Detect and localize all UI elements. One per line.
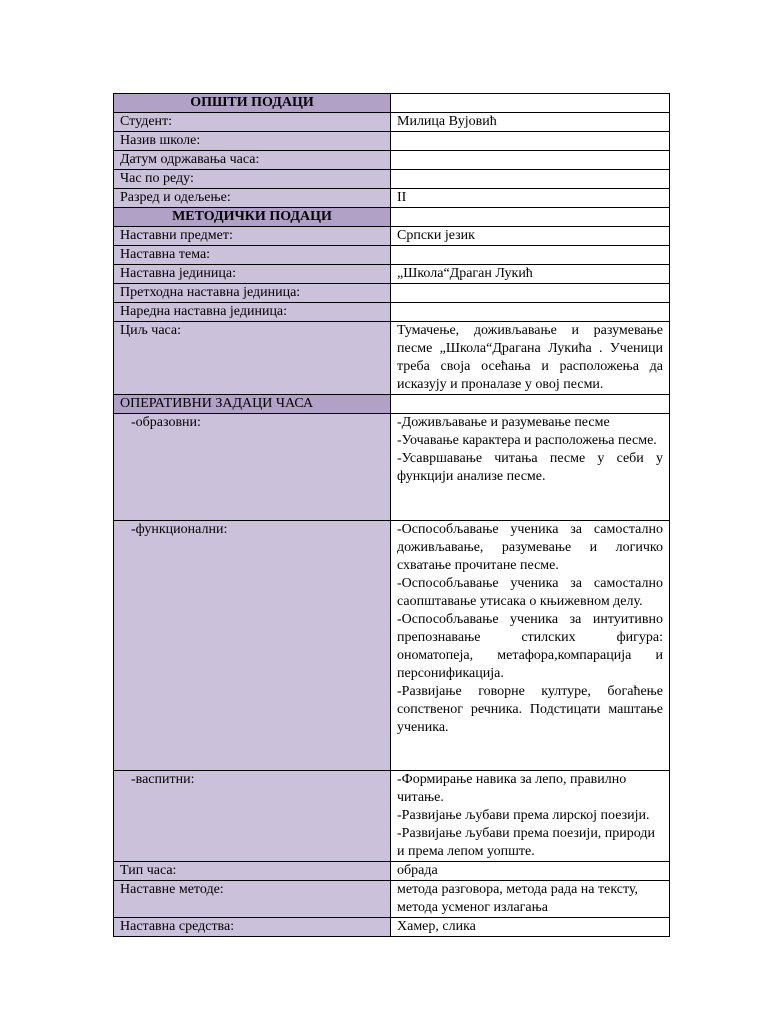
lesson-type-label: Тип часа: [114,862,391,881]
teaching-methods-label: Наставне методе: [114,881,391,918]
functional-items [391,521,670,771]
general-header: ОПШТИ ПОДАЦИ [114,94,391,113]
operative-header-blank [391,395,670,414]
table-row [114,227,670,246]
teaching-aids-label: Наставна средства: [114,918,391,937]
next-unit-label: Наредна наставна јединица: [114,303,391,322]
goal-label: Циљ часа: [114,322,391,395]
list-item: -Формирање навика за лепо, правилно читање. [397,772,627,805]
list-item: -Доживљавање и разумевање песме [397,415,610,430]
grade-class-value: II [391,189,670,208]
list-item: -Уочавање карактера и расположења песме. [397,433,657,448]
list-item: -Развијање љубави према поезији, природи и према лепом уопште. [397,826,656,859]
operative-header-row [114,395,670,414]
educational-items [391,414,670,521]
table-row [114,284,670,303]
lesson-number-value [391,170,670,189]
school-name-value [391,132,670,151]
topic-value [391,246,670,265]
goal-value: Тумачење, доживљавање и разумевање песме „Школа“Драгана Лукића . Ученици треба своја осећања и расположења да исказују и проналазе у овој песми. [391,322,670,395]
student-value: Милица Вујовић [391,113,670,132]
lesson-number-label: Час по реду: [114,170,391,189]
list-item: -Развијање говорне културе, богаћење сопственог речника. Подстицати маштање ученика. [397,684,663,735]
previous-unit-label: Претходна наставна јединица: [114,284,391,303]
lesson-date-label: Датум одржавања часа: [114,151,391,170]
upbringing-items [391,771,670,862]
topic-label: Наставна тема: [114,246,391,265]
list-item: -Оспособљавање ученика за интуитивно препознавање стилских фигура: ономатопеја, метафора,компарација и персонификација. [397,612,663,681]
teaching-unit-value: „Школа“Драган Лукић [391,265,670,284]
list-item: -Развијање љубави према лирској поезији. [397,808,650,823]
student-label: Студент: [114,113,391,132]
educational-row [114,414,670,521]
table-row [114,303,670,322]
upbringing-row [114,771,670,862]
functional-row [114,521,670,771]
goal-row [114,322,670,395]
school-name-label: Назив школе: [114,132,391,151]
table-row [114,881,670,918]
table-row [114,862,670,881]
list-item: -Усавршавање читања песме у себи у функцији анализе песме. [397,451,663,484]
subject-value: Српски језик [391,227,670,246]
methodical-header: МЕТОДИЧКИ ПОДАЦИ [114,208,391,227]
upbringing-label: -васпитни: [131,772,195,787]
grade-class-label: Разред и одељење: [114,189,391,208]
table-row [114,918,670,937]
table-row [114,113,670,132]
functional-label: -функционални: [131,522,228,537]
previous-unit-value [391,284,670,303]
teaching-methods-value: метода разговора, метода рада на тексту, метода усменог излагања [391,881,670,918]
methodical-header-blank [391,208,670,227]
list-item: -Оспособљавање ученика за самостално саопштавање утисака о књижевном делу. [397,576,663,609]
subject-label: Наставни предмет: [114,227,391,246]
general-header-row [114,94,670,113]
table-row [114,151,670,170]
table-row [114,132,670,151]
general-header-blank [391,94,670,113]
operative-header: ОПЕРАТИВНИ ЗАДАЦИ ЧАСА [114,395,391,414]
next-unit-value [391,303,670,322]
table-row [114,265,670,284]
table-row [114,170,670,189]
educational-label: -образовни: [131,415,201,430]
lesson-plan-table [113,93,670,937]
teaching-unit-label: Наставна јединица: [114,265,391,284]
table-row [114,189,670,208]
table-row [114,246,670,265]
lesson-type-value: обрада [391,862,670,881]
teaching-aids-value: Хамер, слика [391,918,670,937]
methodical-header-row [114,208,670,227]
list-item: -Оспособљавање ученика за самостално доживљавање, разумевање и логичко схватање прочитане песме. [397,522,663,573]
lesson-date-value [391,151,670,170]
